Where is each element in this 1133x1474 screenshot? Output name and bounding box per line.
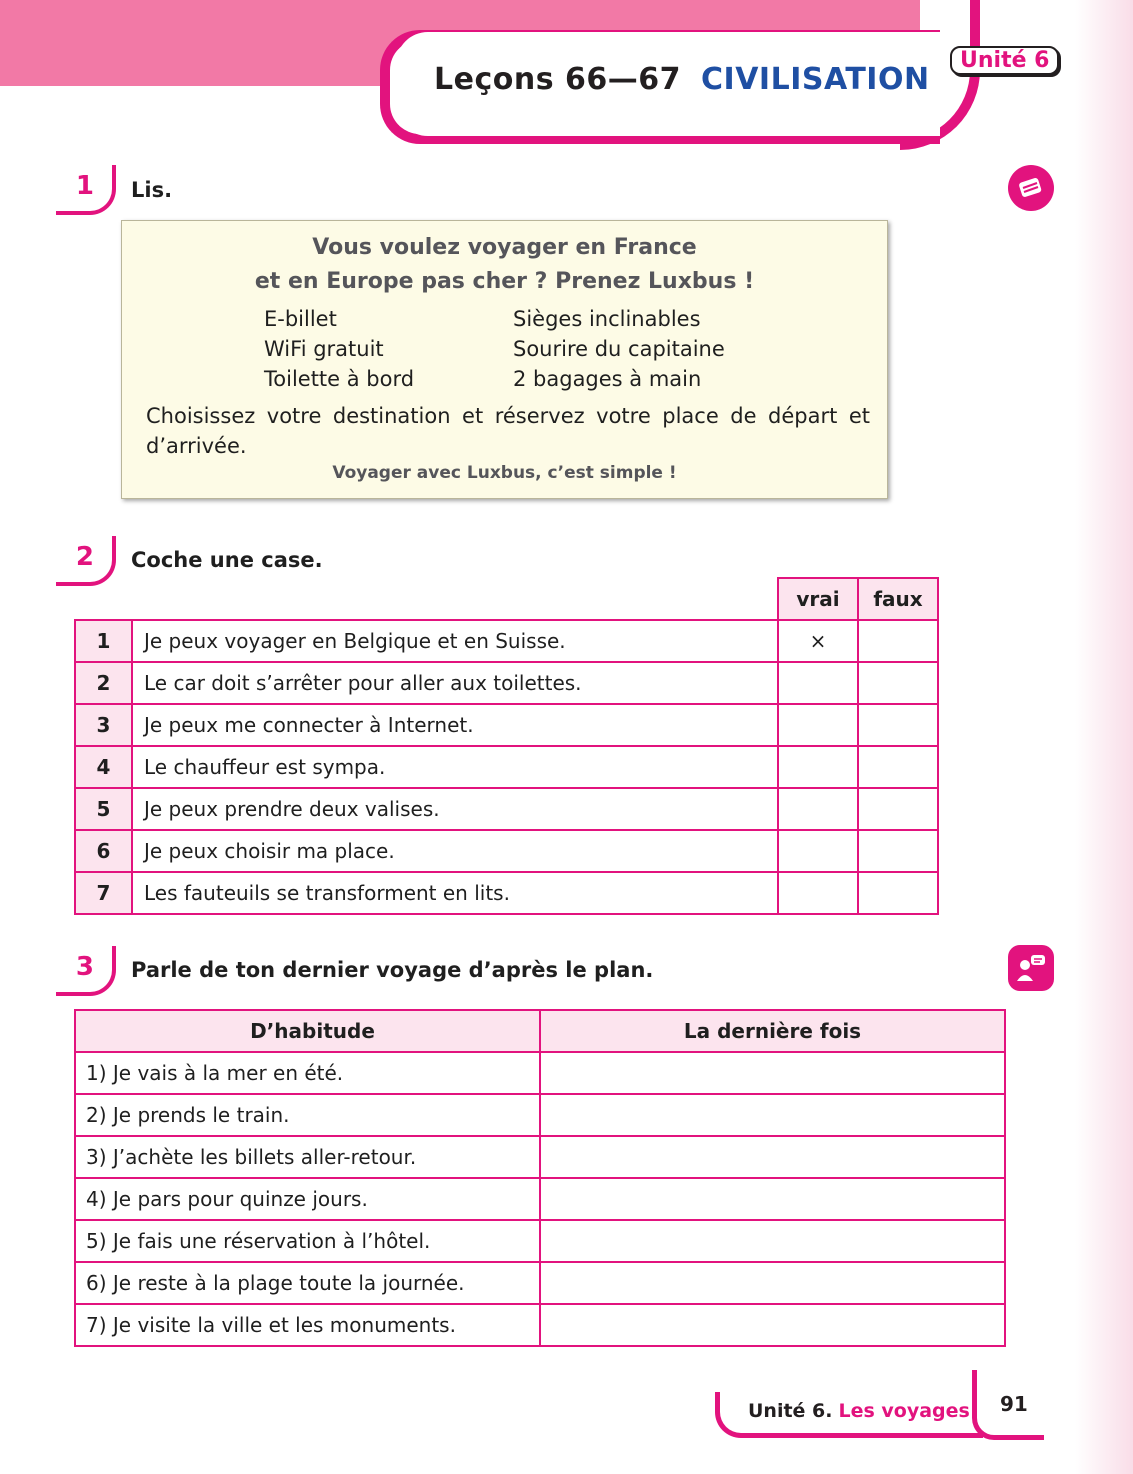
faux-checkbox[interactable] [858,620,938,662]
table-row [75,1262,1005,1304]
blank-cell [132,578,778,620]
row-number: 5 [75,788,132,830]
vrai-checkbox[interactable]: × [778,620,858,662]
vrai-checkbox[interactable] [778,830,858,872]
faux-checkbox[interactable] [858,746,938,788]
advert-headline-2: et en Europe pas cher ? Prenez Luxbus ! [254,269,755,294]
vrai-checkbox[interactable] [778,746,858,788]
exercise-number-label: 2 [75,542,94,572]
book-icon [1008,165,1054,211]
row-number: 6 [75,830,132,872]
vrai-checkbox[interactable] [778,704,858,746]
habit-cell: 1) Je vais à la mer en été. [75,1052,540,1094]
table-header-row [75,578,938,620]
feature-item: Sièges inclinables [513,307,701,331]
row-number: 2 [75,662,132,704]
page-title [434,62,930,97]
habit-cell: 5) Je fais une réservation à l’hôtel. [75,1220,540,1262]
answer-cell[interactable] [540,1220,1005,1262]
exercise-number-label: 1 [75,171,94,201]
vrai-checkbox[interactable] [778,662,858,704]
table-row [75,620,938,662]
statement: Je peux voyager en Belgique et en Suisse. [132,620,778,662]
column-vrai: vrai [778,578,858,620]
true-false-table [74,577,939,915]
advert-body: Choisissez votre destination et réservez votre place de départ et d’arrivée. [146,404,870,458]
column-derniere-fois: La dernière fois [540,1010,1005,1052]
habit-cell: 6) Je reste à la plage toute la journée. [75,1262,540,1304]
habit-cell: 3) J’achète les billets aller-retour. [75,1136,540,1178]
feature-item: WiFi gratuit [264,337,384,361]
statement: Je peux me connecter à Internet. [132,704,778,746]
statement: Je peux choisir ma place. [132,830,778,872]
statement: Les fauteuils se transforment en lits. [132,872,778,914]
faux-checkbox[interactable] [858,872,938,914]
habit-cell: 7) Je visite la ville et les monuments. [75,1304,540,1346]
exercise-3-title: Parle de ton dernier voyage d’après le plan. [131,958,654,982]
table-row [75,746,938,788]
exercise-number-label: 3 [75,952,94,982]
row-number: 3 [75,704,132,746]
table-row [75,1220,1005,1262]
section-label: CIVILISATION [701,62,930,97]
habit-cell: 4) Je pars pour quinze jours. [75,1178,540,1220]
table-row [75,788,938,830]
row-number: 1 [75,620,132,662]
column-faux: faux [858,578,938,620]
table-row [75,872,938,914]
table-row [75,1094,1005,1136]
answer-cell[interactable] [540,1262,1005,1304]
side-decoration [1075,0,1133,1474]
blank-cell [75,578,132,620]
luxbus-advert [121,220,888,499]
table-row [75,830,938,872]
feature-item: 2 bagages à main [513,367,702,391]
table-row [75,1178,1005,1220]
table-row [75,1304,1005,1346]
statement: Le chauffeur est sympa. [132,746,778,788]
exercise-3-number [56,946,116,996]
table-row [75,704,938,746]
faux-checkbox[interactable] [858,704,938,746]
table-row [75,662,938,704]
speaking-icon-glyph [1014,951,1048,985]
answer-cell[interactable] [540,1052,1005,1094]
row-number: 7 [75,872,132,914]
book-icon-glyph [1016,173,1046,203]
answer-cell[interactable] [540,1178,1005,1220]
statement: Le car doit s’arrêter pour aller aux toilettes. [132,662,778,704]
answer-cell[interactable] [540,1094,1005,1136]
habit-cell: 2) Je prends le train. [75,1094,540,1136]
page-number: 91 [1000,1392,1028,1416]
advert-slogan: Voyager avec Luxbus, c’est simple ! [332,463,677,483]
exercise-1-title: Lis. [131,178,173,202]
footer-topic: Les voyages [838,1400,970,1422]
footer-unit-title [748,1400,970,1422]
exercise-2-title: Coche une case. [131,548,323,572]
vrai-checkbox[interactable] [778,788,858,830]
faux-checkbox[interactable] [858,830,938,872]
faux-checkbox[interactable] [858,788,938,830]
column-habitude: D’habitude [75,1010,540,1052]
row-number: 4 [75,746,132,788]
vrai-checkbox[interactable] [778,872,858,914]
statement: Je peux prendre deux valises. [132,788,778,830]
feature-item: Toilette à bord [264,367,415,391]
table-row [75,1052,1005,1094]
lessons-label: Leçons 66—67 [434,62,682,97]
feature-item: Sourire du capitaine [513,337,725,361]
plan-table [74,1009,1006,1347]
footer-unit: Unité 6. [748,1400,833,1422]
speaking-icon [1008,945,1054,991]
exercise-1-number [56,165,116,215]
table-row [75,1136,1005,1178]
advert-headline-1: Vous voulez voyager en France [312,235,697,260]
answer-cell[interactable] [540,1136,1005,1178]
faux-checkbox[interactable] [858,662,938,704]
unit-badge: Unité 6 [950,46,1059,75]
table-header-row [75,1010,1005,1052]
feature-item: E-billet [264,307,337,331]
answer-cell[interactable] [540,1304,1005,1346]
